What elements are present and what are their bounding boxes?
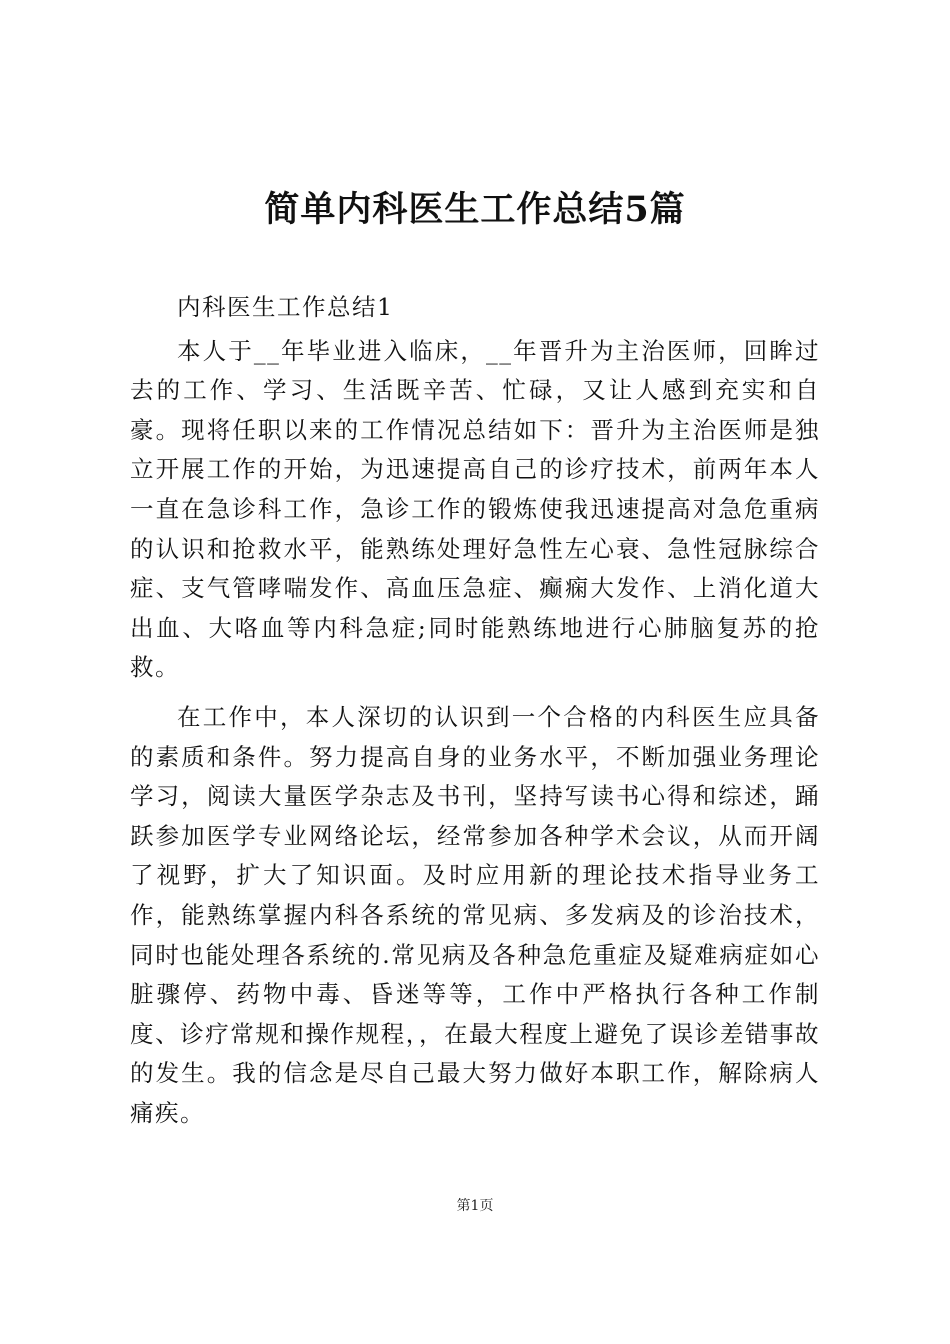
body-paragraph-1: 本人于__年毕业进入临床，__年晋升为主治医师，回眸过去的工作、学习、生活既辛苦、忙碌，又让人感到充实和自豪。现将任职以来的工作情况总结如下：晋升为主治医师是独立开展工作的开始，为迅速提高自己的诊疗技术，前两年本人一直在急诊科工作，急诊工作的锻炼使我迅速提高对急危重病的认识和抢救水平，能熟练处理好急性左心衰、急性冠脉综合症、支气管哮喘发作、高血压急症、癫痫大发作、上消化道大出血、大咯血等内科急症;同时能熟练地进行心肺脑复苏的抢救。 xyxy=(130,336,820,682)
body-paragraph-2: 在工作中，本人深切的认识到一个合格的内科医生应具备的素质和条件。努力提高自身的业务水平，不断加强业务理论学习，阅读大量医学杂志及书刊，坚持写读书心得和综述，踊跃参加医学专业网络论坛，经常参加各种学术会议，从而开阔了视野，扩大了知识面。及时应用新的理论技术指导业务工作，能熟练掌握内科各系统的常见病、多发病及的诊治技术，同时也能处理各系统的.常见病及各种急危重症及疑难病症如心脏骤停、药物中毒、昏迷等等，工作中严格执行各种工作制度、诊疗常规和操作规程，，在最大程度上避免了误诊差错事故的发生。我的信念是尽自己最大努力做好本职工作，解除病人痛疾。 xyxy=(130,702,820,1127)
page-number: 第1页 xyxy=(456,1198,494,1214)
document-body xyxy=(130,288,820,1133)
section-heading: 内科医生工作总结1 xyxy=(177,293,394,321)
document-title: 简单内科医生工作总结5篇 xyxy=(264,189,686,230)
